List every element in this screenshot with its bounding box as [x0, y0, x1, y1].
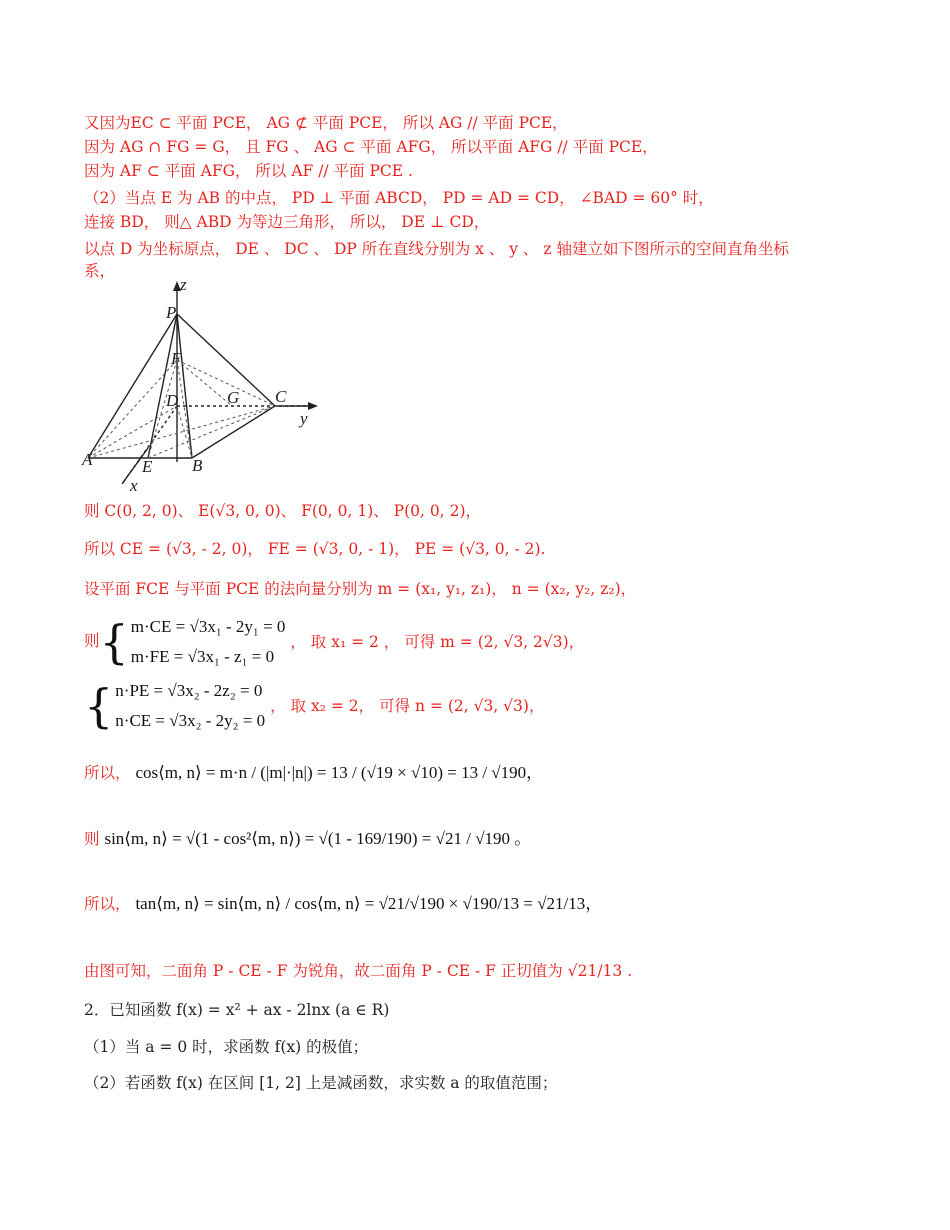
- coords-text: 则 C(0, 2, 0)、 E(√3, 0, 0)、 F(0, 0, 1)、 P(0, 0, 2)，: [84, 502, 481, 520]
- cos-line: [84, 762, 543, 784]
- eq-1: m·CE = √3x₁ - 2y₁ = 0: [130, 617, 286, 636]
- solution-text: （2）当点 E 为 AB 的中点， PD ⊥ 平面 ABCD， PD = AD = CD， ∠BAD = 60° 时，: [84, 189, 714, 207]
- label-D: D: [166, 391, 179, 410]
- label-x: x: [130, 476, 138, 494]
- edge-FA: [88, 360, 177, 458]
- solution-text: 因为 AF ⊂ 平面 AFG， 所以 AF // 平面 PCE .: [84, 162, 413, 180]
- tan-lead: 所以，: [84, 895, 131, 913]
- label-z: z: [180, 278, 187, 294]
- solution-line-6: [84, 238, 789, 260]
- solution-line-3: [84, 160, 413, 182]
- question-2-part-1-text: （1）当 a = 0 时，求函数 f(x) 的极值；: [84, 1038, 369, 1056]
- label-C: C: [275, 387, 287, 406]
- solution-line-2: [84, 136, 658, 158]
- normals-line: [84, 578, 636, 600]
- edge-PA: [88, 314, 177, 458]
- edge-BC: [192, 406, 275, 458]
- label-B: B: [192, 456, 203, 475]
- edge-FB: [177, 360, 192, 458]
- sin-expression: sin⟨m, n⟩ = √(1 - cos²⟨m, n⟩) = √(1 - 169/190) = √21 / √190 。: [104, 829, 532, 848]
- edge-PC: [177, 314, 275, 406]
- conclusion-line: [84, 960, 632, 982]
- vectors-text: 所以 CE = (√3, - 2, 0)， FE = (√3, 0, - 1)， PE = (√3, 0, - 2).: [84, 540, 546, 558]
- solution-line-5: [84, 211, 489, 233]
- tan-line: [84, 893, 602, 915]
- edge-EC: [148, 406, 275, 458]
- solution-text: 又因为EC ⊂ 平面 PCE， AG ⊄ 平面 PCE， 所以 AG // 平面 PCE，: [84, 114, 568, 132]
- label-G: G: [227, 388, 240, 407]
- system-2: [84, 676, 544, 736]
- system-equations: [131, 612, 286, 672]
- system-tail: ， 取 x₁ = 2 ， 可得 m = (2, √3, 2√3)，: [290, 633, 585, 651]
- question-2-part-2-text: （2）若函数 f(x) 在区间 [1, 2] 上是减函数，求实数 a 的取值范围；: [84, 1074, 558, 1092]
- solution-text: 系，: [84, 262, 116, 280]
- edge-AD: [88, 406, 177, 458]
- question-2-part-1: [84, 1036, 368, 1058]
- edge-FC: [177, 360, 275, 406]
- label-E: E: [142, 457, 153, 476]
- eq-2: m·FE = √3x₁ - z₁ = 0: [130, 647, 275, 666]
- brace-icon: {: [84, 679, 114, 733]
- label-F: F: [171, 349, 182, 368]
- system-tail: ， 取 x₂ = 2， 可得 n = (2, √3, √3)，: [270, 697, 545, 715]
- system-lead: 则: [84, 632, 100, 650]
- label-P: P: [166, 303, 177, 322]
- question-2-text: 2．已知函数 f(x) = x² + ax - 2lnx (a ∈ R): [84, 1001, 390, 1019]
- solution-text: 因为 AG ∩ FG = G， 且 FG 、 AG ⊂ 平面 AFG， 所以平面 AFG // 平面 PCE，: [84, 138, 658, 156]
- question-2-part-2: [84, 1072, 557, 1094]
- sin-line: [84, 828, 531, 850]
- y-axis-arrow: [308, 402, 318, 410]
- sin-lead: 则: [84, 830, 100, 848]
- system-equations: [115, 676, 265, 736]
- label-A: A: [82, 450, 93, 469]
- brace-icon: {: [99, 615, 129, 669]
- question-2-line: [84, 999, 389, 1021]
- vectors-line: [84, 538, 546, 560]
- system-1: [84, 612, 584, 672]
- coords-line: [84, 500, 481, 522]
- eq-1: n·PE = √3x₂ - 2z₂ = 0: [115, 681, 263, 700]
- solution-line-1: [84, 112, 568, 134]
- cos-expression: cos⟨m, n⟩ = m·n / (|m|·|n|) = 13 / (√19 × √10) = 13 / √190，: [135, 763, 544, 782]
- edge-PE: [148, 314, 177, 458]
- solution-text: 以点 D 为坐标原点， DE 、 DC 、 DP 所在直线分别为 x 、 y 、 z 轴建立如下图所示的空间直角坐标: [84, 240, 789, 258]
- solution-text: 连接 BD， 则△ ABD 为等边三角形， 所以， DE ⊥ CD，: [84, 213, 490, 231]
- eq-2: n·CE = √3x₂ - 2y₂ = 0: [115, 711, 266, 730]
- pyramid-figure: [80, 278, 330, 494]
- label-y: y: [300, 409, 308, 428]
- solution-line-4: [84, 187, 714, 209]
- edge-PB: [177, 314, 192, 458]
- cos-lead: 所以，: [84, 764, 131, 782]
- tan-expression: tan⟨m, n⟩ = sin⟨m, n⟩ / cos⟨m, n⟩ = √21/√190 × √190/13 = √21/13，: [135, 894, 603, 913]
- normals-text: 设平面 FCE 与平面 PCE 的法向量分别为 m = (x₁, y₁, z₁)， n = (x₂, y₂, z₂)，: [84, 580, 637, 598]
- conclusion-text: 由图可知，二面角 P - CE - F 为锐角，故二面角 P - CE - F 正切值为 √21/13 .: [84, 962, 633, 980]
